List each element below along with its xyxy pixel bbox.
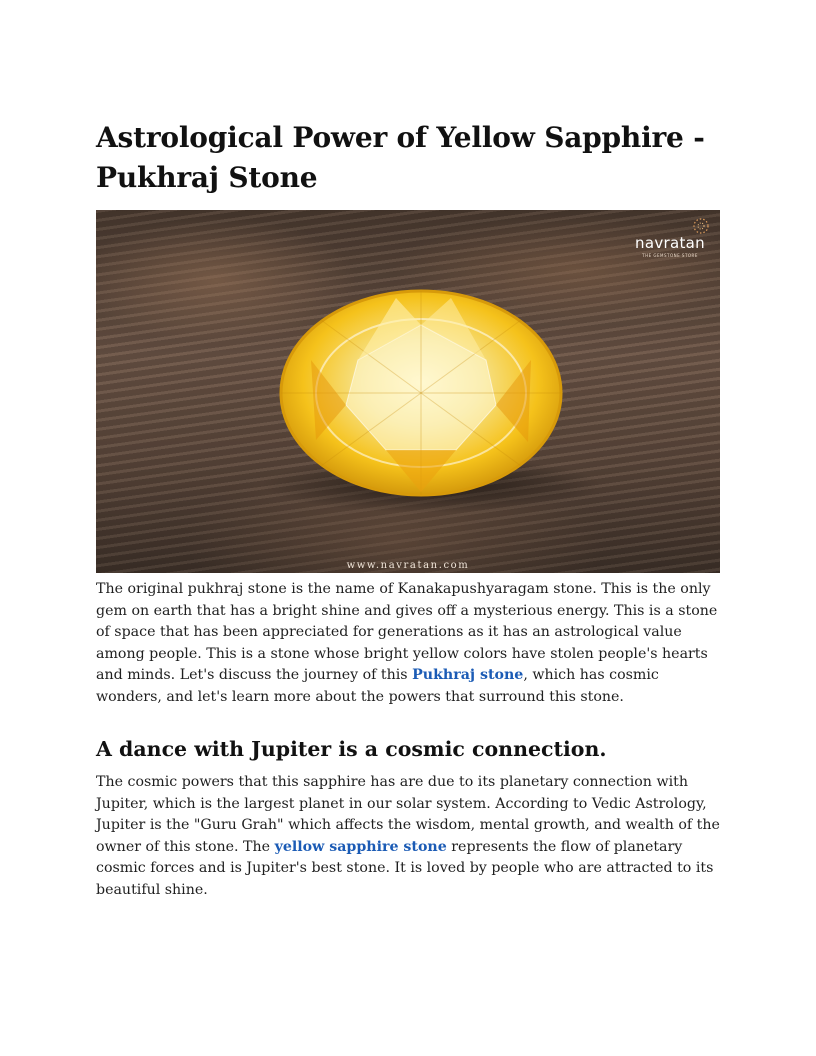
document-page [96, 118, 722, 901]
navratan-logo [630, 234, 710, 258]
article-title: Astrological Power of Yellow Sapphire - Pukhraj Stone [96, 121, 705, 194]
image-watermark: www.navratan.com [346, 560, 470, 571]
pukhraj-stone-link[interactable]: Pukhraj stone [412, 667, 524, 683]
logo-tagline: THE GEMSTONE STORE [642, 253, 698, 258]
navratan-logo-icon [694, 219, 708, 233]
logo-text: navratan [635, 234, 705, 252]
section-heading-jupiter: A dance with Jupiter is a cosmic connection. [96, 737, 607, 761]
jupiter-paragraph [96, 772, 722, 901]
yellow-sapphire-stone-link[interactable]: yellow sapphire stone [274, 838, 447, 855]
yellow-sapphire-gem-icon [96, 210, 720, 573]
hero-image [96, 210, 720, 573]
intro-text-after: , which has cosmic wonders, and let's learn more about the powers that surround this stone. [96, 667, 659, 705]
intro-paragraph [96, 579, 722, 708]
jupiter-text-after: represents the flow of planetary cosmic forces and is Jupiter's best stone. It is loved by people who are attracted to its beautiful shine. [96, 838, 714, 898]
jupiter-text-before: The cosmic powers that this sapphire has are due to its planetary connection with Jupiter, which is the largest planet in our solar system. According to Vedic Astrology, Jupiter is the "Guru Grah" which affects the wisdom, mental growth, and wealth of the owner of this stone. The [96, 774, 720, 855]
intro-text-before: The original pukhraj stone is the name of Kanakapushyaragam stone. This is the only gem on earth that has a bright shine and gives off a mysterious energy. This is a stone of space that has been appreciated for generations as it has an astrological value among people. This is a stone whose bright yellow colors have stolen people's hearts and minds. Let's discuss the journey of this [96, 581, 718, 683]
